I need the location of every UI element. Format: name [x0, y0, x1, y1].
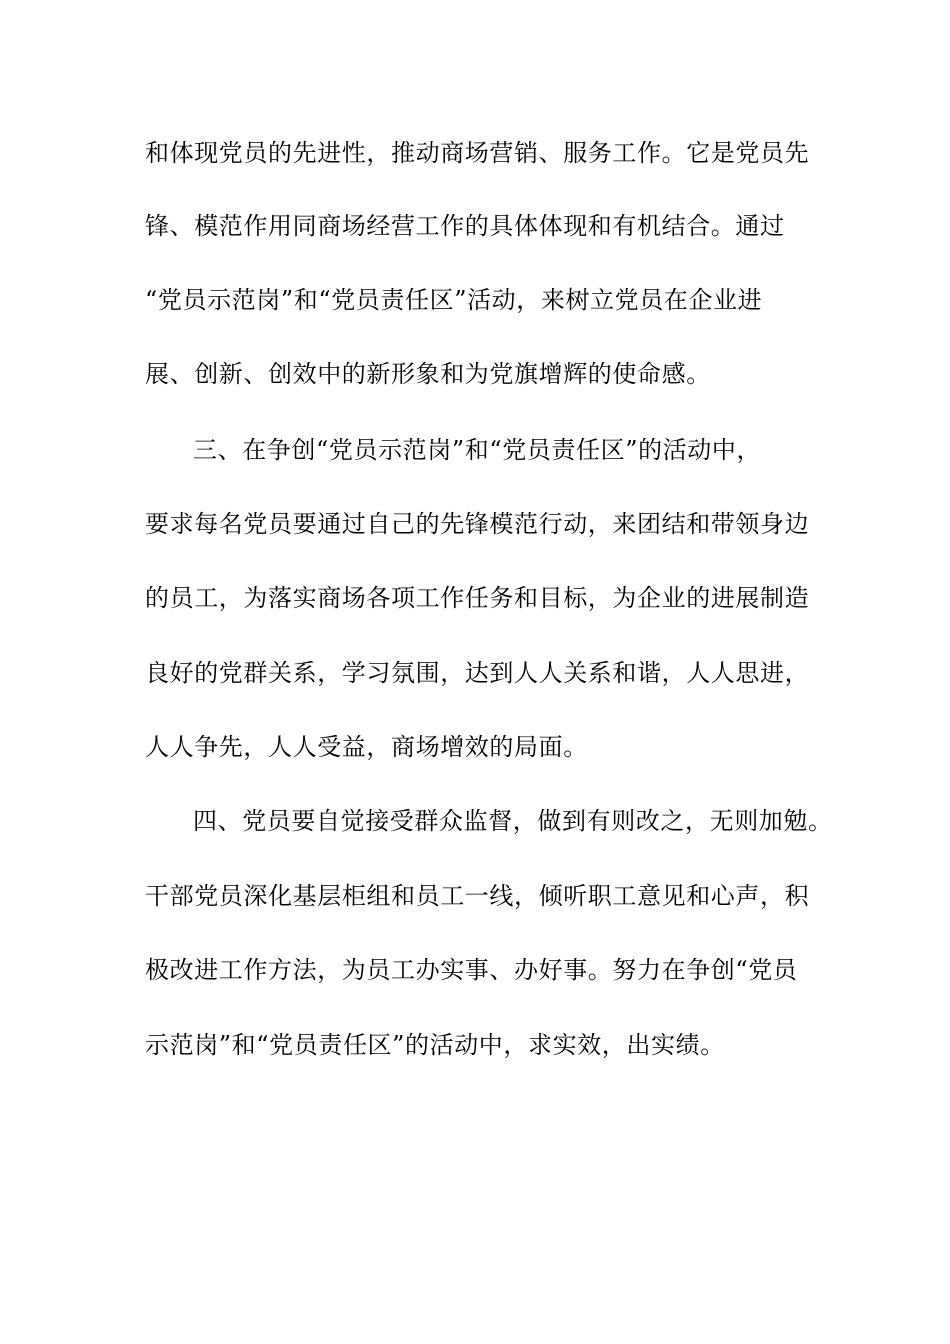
text-line: 人人争先，人人受益，商场增效的局面。 [145, 733, 588, 761]
text-line: 要求每名党员要通过自己的先锋模范行动，来团结和带领身边 [145, 510, 810, 538]
paragraph-four-first-line: 四、党员要自觉接受群众监督，做到有则改之，无则加勉。 [193, 807, 833, 835]
text-line: 干部党员深化基层柜组和员工一线，倾听职工意见和心声，积 [145, 882, 810, 910]
text-line: 锋、模范作用同商场经营工作的具体体现和有机结合。通过 [145, 212, 785, 240]
paragraph-three-first-line: 三、在争创“党员示范岗”和“党员责任区”的活动中， [193, 436, 762, 464]
text-line: 极改进工作方法，为员工办实事、办好事。努力在争创“党员 [145, 956, 798, 984]
text-line: 的员工，为落实商场各项工作任务和目标，为企业的进展制造 [145, 584, 810, 612]
text-line: “党员示范岗”和“党员责任区”活动，来树立党员在企业进 [145, 286, 763, 314]
text-line: 和体现党员的先进性，推动商场营销、服务工作。它是党员先 [145, 139, 810, 167]
text-line: 展、创新、创效中的新形象和为党旗增辉的使命感。 [145, 360, 711, 388]
text-line: 良好的党群关系，学习氛围，达到人人关系和谐，人人思进， [145, 659, 810, 687]
text-line: 示范岗”和“党员责任区”的活动中，求实效，出实绩。 [145, 1031, 725, 1059]
